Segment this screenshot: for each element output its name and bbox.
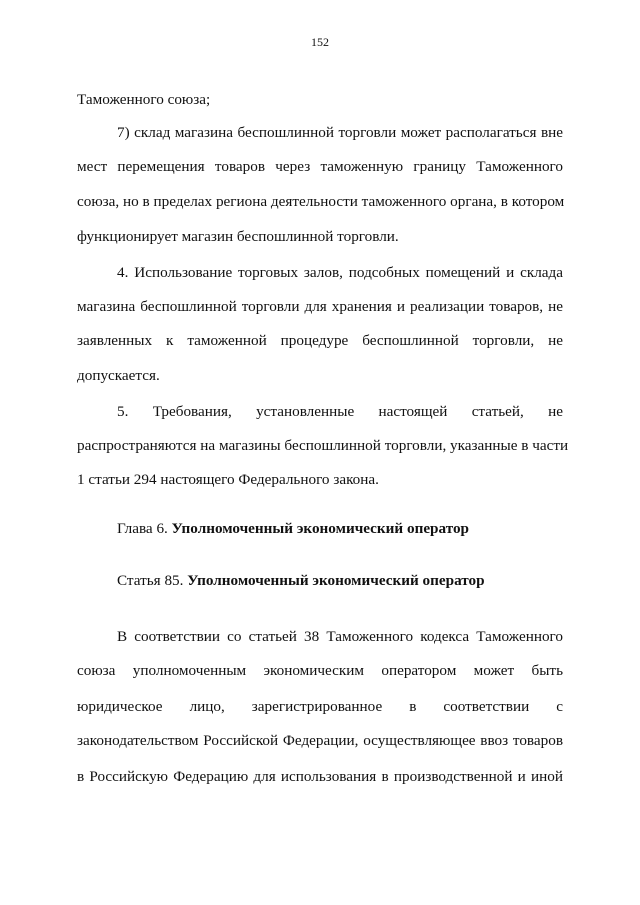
text-line: 1 статьи 294 настоящего Федерального закона. bbox=[77, 471, 379, 488]
article-title: Уполномоченный экономический оператор bbox=[187, 572, 485, 589]
chapter-title: Уполномоченный экономический оператор bbox=[171, 520, 470, 537]
text-line: 7) склад магазина беспошлинной торговли может располагаться вне bbox=[117, 124, 563, 141]
text-line: законодательством Российской Федерации, осуществляющее ввоз товаров bbox=[77, 732, 563, 749]
text-line: Таможенного союза; bbox=[77, 91, 211, 108]
text-line: заявленных к таможенной процедуре беспошлинной торговли, не bbox=[77, 332, 563, 349]
text-line: 5. Требования, установленные настоящей статьей, не bbox=[117, 403, 563, 420]
chapter-heading bbox=[117, 520, 563, 538]
text-line: допускается. bbox=[77, 367, 160, 384]
text-line: союза, но в пределах региона деятельности таможенного органа, в котором bbox=[77, 193, 565, 210]
text-line: 4. Использование торговых залов, подсобных помещений и склада bbox=[117, 264, 563, 281]
chapter-prefix: Глава 6. bbox=[117, 520, 168, 537]
text-line: В соответствии со статьей 38 Таможенного кодекса Таможенного bbox=[117, 628, 563, 645]
text-line: магазина беспошлинной торговли для хранения и реализации товаров, не bbox=[77, 298, 563, 315]
text-line: союза уполномоченным экономическим оператором может быть bbox=[77, 662, 563, 679]
article-heading bbox=[117, 572, 563, 590]
text-line: мест перемещения товаров через таможенную границу Таможенного bbox=[77, 158, 563, 175]
article-prefix: Статья 85. bbox=[117, 572, 184, 589]
text-line: юридическое лицо, зарегистрированное в соответствии с bbox=[77, 698, 563, 715]
page-number: 152 bbox=[311, 35, 329, 49]
text-line: в Российскую Федерацию для использования в производственной и иной bbox=[77, 768, 563, 785]
text-line: функционирует магазин беспошлинной торговли. bbox=[77, 228, 399, 245]
text-line: распространяются на магазины беспошлинной торговли, указанные в части bbox=[77, 437, 569, 454]
